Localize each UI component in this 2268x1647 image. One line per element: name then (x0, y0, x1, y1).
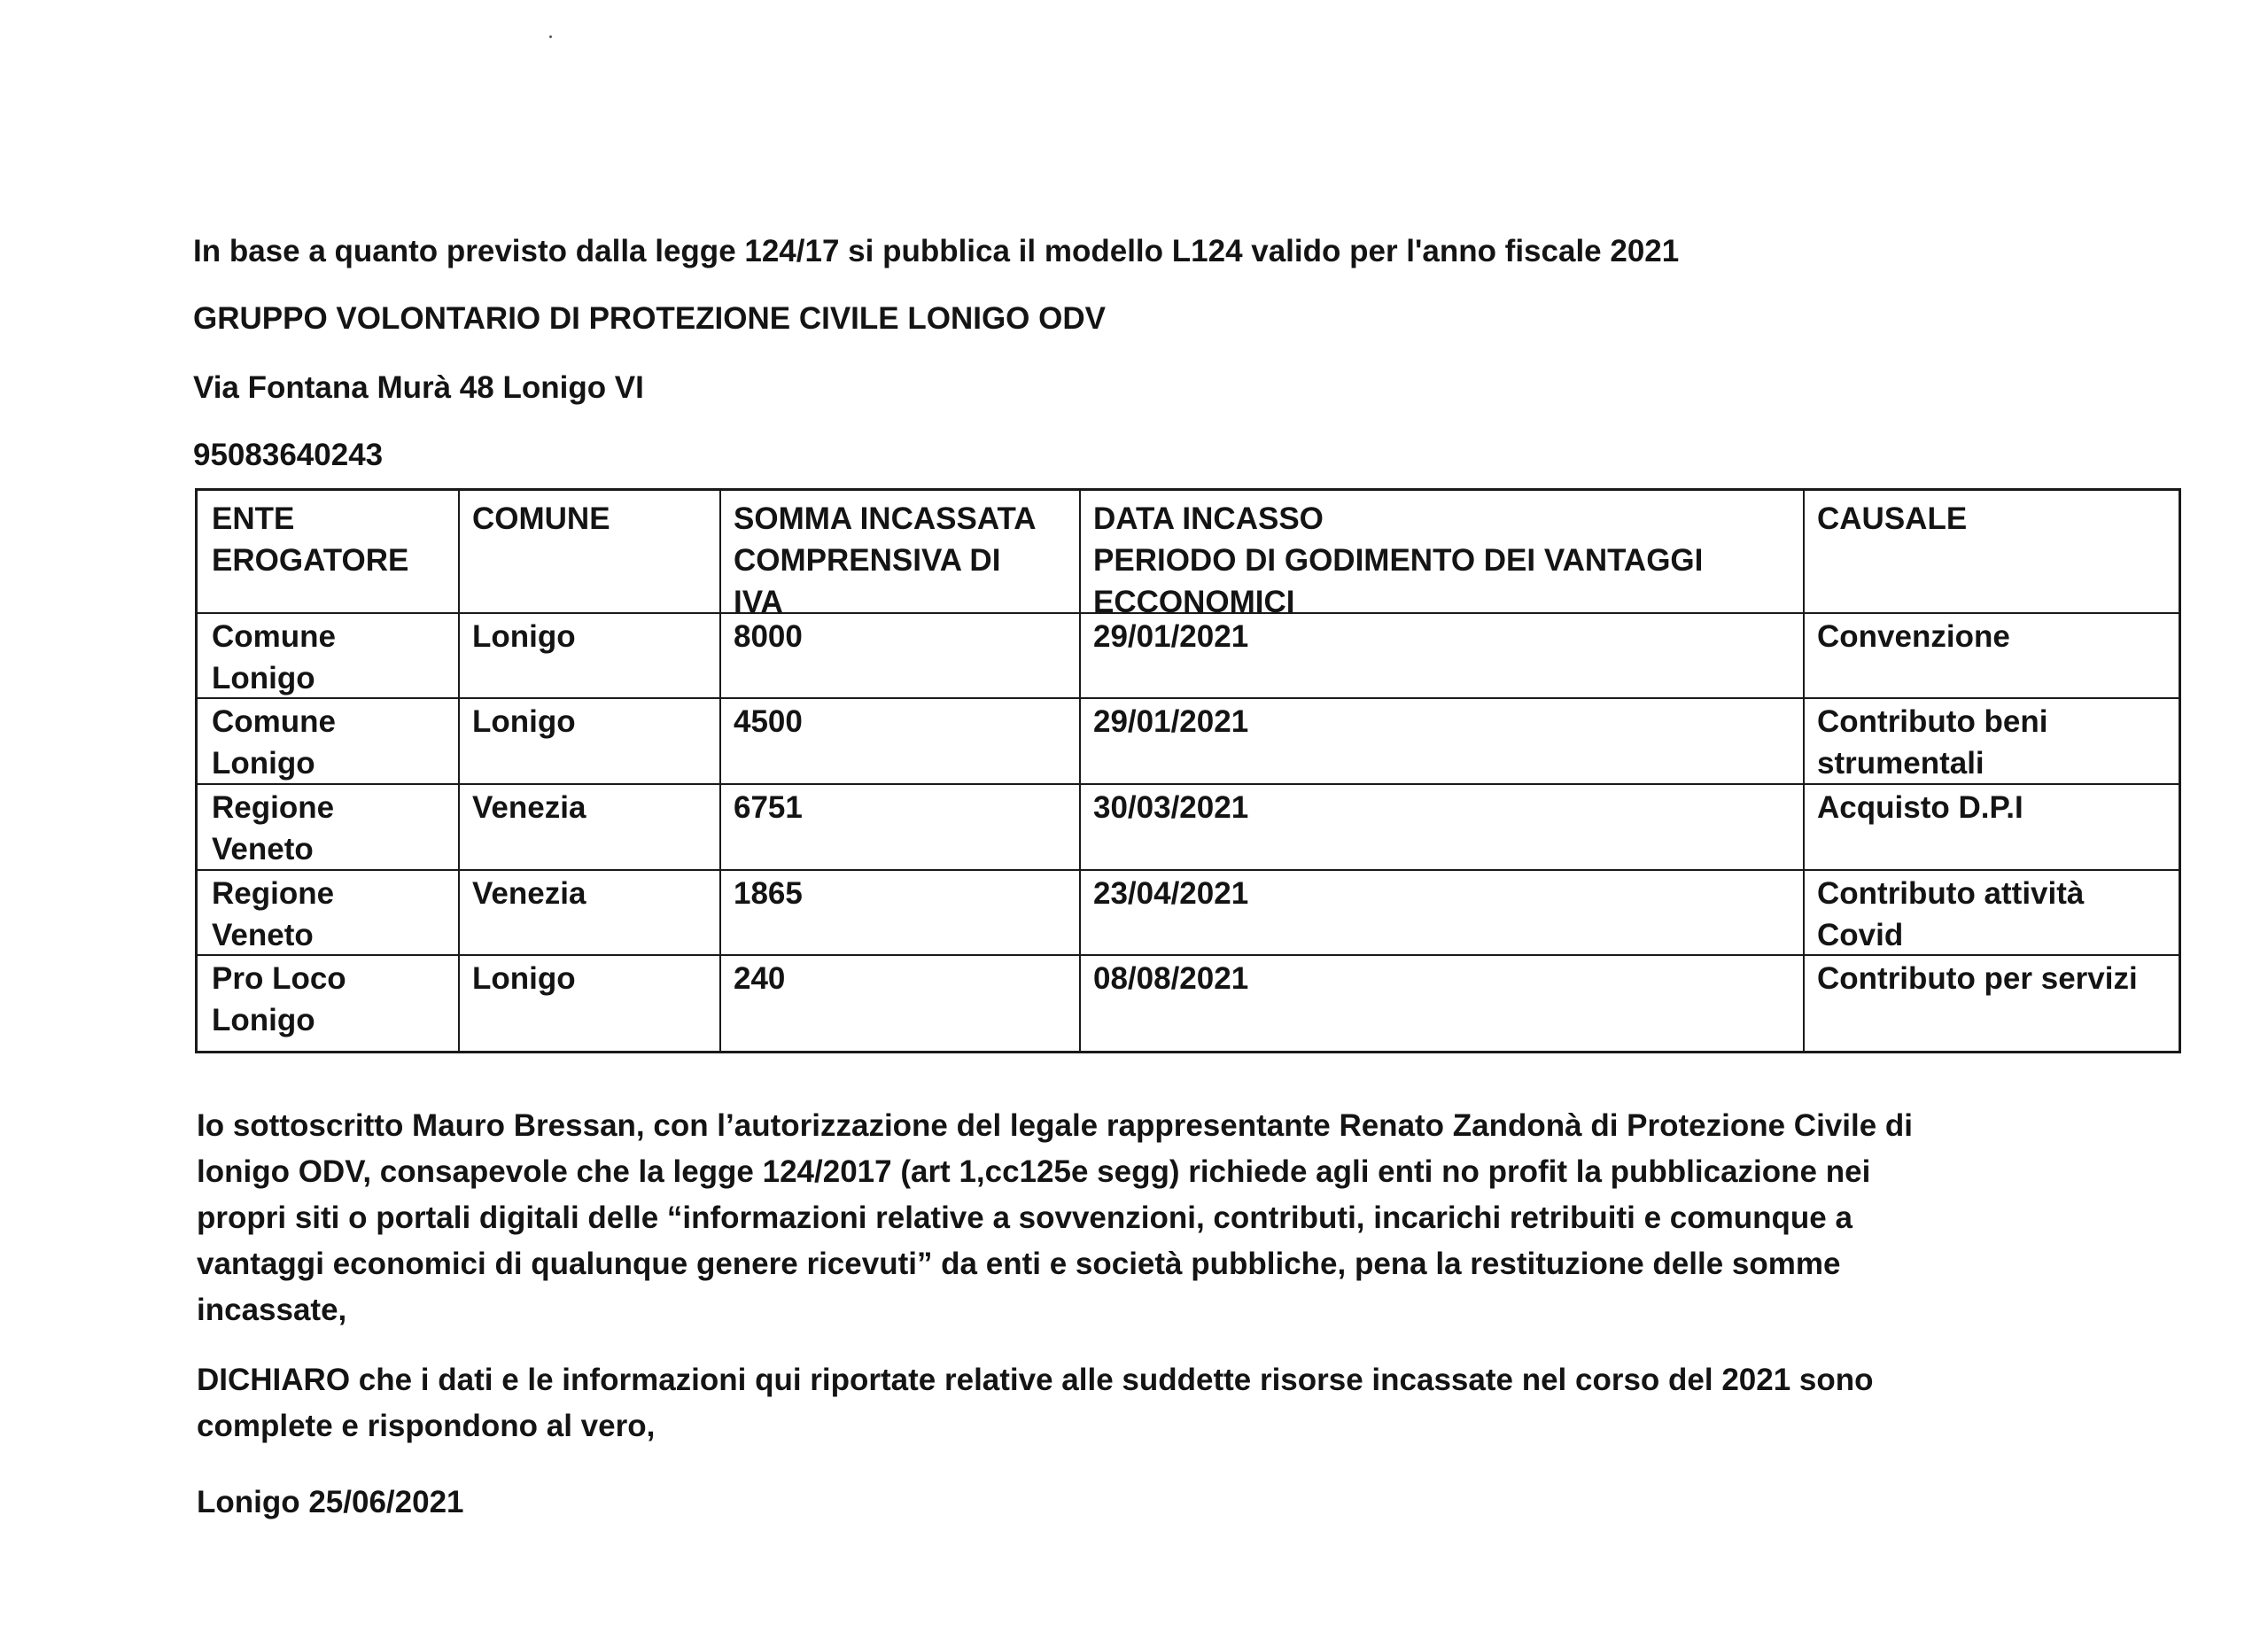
place-date: Lonigo 25/06/2021 (197, 1485, 464, 1519)
cell-somma-line: 1865 (734, 876, 803, 911)
header-data-line: ECCONOMICI (1093, 585, 1295, 619)
cell-causale (1817, 787, 2023, 828)
declaration-line: Io sottoscritto Mauro Bressan, con l’autorizzazione del legale rappresentante Renato Zandonà di Protezione Civile di (197, 1108, 1914, 1143)
cell-comune-line: Venezia (472, 790, 586, 825)
cell-somma-line: 240 (734, 961, 786, 996)
header-comune-line: COMUNE (472, 501, 610, 536)
cell-ente-line: Lonigo (212, 746, 315, 781)
cell-causale-line: Contributo beni (1817, 704, 2048, 739)
cell-ente (212, 787, 334, 870)
statement-line: complete e rispondono al vero, (197, 1409, 656, 1443)
cell-comune-line: Lonigo (472, 619, 576, 654)
cell-ente-line: Regione (212, 876, 335, 911)
cell-somma (734, 701, 803, 742)
cell-somma-line: 6751 (734, 790, 803, 825)
cell-data-line: 23/04/2021 (1093, 876, 1249, 911)
cell-causale (1817, 701, 2048, 784)
header-data (1093, 498, 1703, 623)
cell-comune-line: Lonigo (472, 704, 576, 739)
cell-causale-line: Convenzione (1817, 619, 2010, 654)
cell-somma (734, 616, 803, 657)
cell-causale-line: strumentali (1817, 746, 1984, 781)
cell-somma (734, 958, 785, 999)
cell-causale (1817, 873, 2084, 956)
cell-causale-line: Contributo attività (1817, 876, 2085, 911)
cell-ente-line: Veneto (212, 832, 314, 866)
column-divider (719, 491, 721, 1051)
cell-ente-line: Lonigo (212, 661, 315, 695)
cell-comune (472, 873, 586, 914)
declaration-line: incassate, (197, 1293, 347, 1327)
cell-somma-line: 4500 (734, 704, 803, 739)
cell-data-line: 29/01/2021 (1093, 704, 1249, 739)
header-data-line: PERIODO DI GODIMENTO DEI VANTAGGI (1093, 543, 1704, 578)
cell-comune-line: Lonigo (472, 961, 576, 996)
column-divider (1803, 491, 1805, 1051)
cell-comune-line: Venezia (472, 876, 586, 911)
header-comune (472, 498, 610, 540)
declaration-line: propri siti o portali digitali delle “informazioni relative a sovvenzioni, contributi, incarichi retribuiti e comunque a (197, 1200, 1852, 1235)
header-data-line: DATA INCASSO (1093, 501, 1324, 536)
cell-comune (472, 958, 576, 999)
cell-somma (734, 873, 803, 914)
cell-data (1093, 873, 1248, 914)
cell-causale-line: Covid (1817, 918, 1904, 952)
header-somma (734, 498, 1037, 623)
cell-data-line: 30/03/2021 (1093, 790, 1249, 825)
row-divider (198, 869, 2179, 871)
declaration-line: lonigo ODV, consapevole che la legge 124/2017 (art 1,cc125e segg) richiede agli enti no profit la pubblicazione nei (197, 1154, 1871, 1189)
cell-comune (472, 701, 576, 742)
cell-ente (212, 873, 334, 956)
cell-ente-line: Comune (212, 619, 336, 654)
cell-data (1093, 616, 1248, 657)
column-divider (458, 491, 460, 1051)
fiscal-code: 95083640243 (193, 438, 384, 472)
cell-causale (1817, 958, 2138, 999)
declaration-paragraph (197, 1103, 2146, 1333)
cell-comune (472, 616, 576, 657)
cell-data (1093, 787, 1248, 828)
intro-text: In base a quanto previsto dalla legge 124/17 si pubblica il modello L124 valido per l'anno fiscale 2021 (193, 234, 1680, 268)
cell-causale-line: Acquisto D.P.I (1817, 790, 2023, 825)
cell-data-line: 29/01/2021 (1093, 619, 1249, 654)
header-causale (1817, 498, 1967, 540)
cell-data-line: 08/08/2021 (1093, 961, 1249, 996)
cell-somma-line: 8000 (734, 619, 803, 654)
header-ente (212, 498, 408, 581)
cell-ente-line: Comune (212, 704, 336, 739)
cell-ente (212, 616, 336, 699)
cell-causale-line: Contributo per servizi (1817, 961, 2138, 996)
row-divider (198, 697, 2179, 699)
cell-ente (212, 958, 346, 1041)
cell-causale (1817, 616, 2010, 657)
cell-ente-line: Pro Loco (212, 961, 346, 996)
cell-data (1093, 958, 1248, 999)
cell-ente-line: Lonigo (212, 1003, 315, 1037)
scan-speck (549, 35, 552, 38)
header-ente-line: ENTE (212, 501, 295, 536)
statement-line: DICHIARO che i dati e le informazioni qui riportate relative alle suddette risorse incassate nel corso del 2021 sono (197, 1363, 1874, 1397)
organization-name: GRUPPO VOLONTARIO DI PROTEZIONE CIVILE LONIGO ODV (193, 301, 1106, 336)
statement-paragraph (197, 1357, 2146, 1449)
column-divider (1079, 491, 1081, 1051)
cell-ente (212, 701, 336, 784)
header-somma-line: IVA (734, 585, 783, 619)
cell-ente-line: Regione (212, 790, 335, 825)
cell-comune (472, 787, 586, 828)
cell-data (1093, 701, 1248, 742)
header-causale-line: CAUSALE (1817, 501, 1968, 536)
header-ente-line: EROGATORE (212, 543, 409, 578)
header-somma-line: COMPRENSIVA DI (734, 543, 1001, 578)
cell-somma (734, 787, 803, 828)
organization-address: Via Fontana Murà 48 Lonigo VI (193, 370, 644, 405)
funding-table (195, 488, 2181, 1053)
header-somma-line: SOMMA INCASSATA (734, 501, 1037, 536)
declaration-line: vantaggi economici di qualunque genere ricevuti” da enti e società pubbliche, pena la restituzione delle somme (197, 1247, 1841, 1281)
cell-ente-line: Veneto (212, 918, 314, 952)
